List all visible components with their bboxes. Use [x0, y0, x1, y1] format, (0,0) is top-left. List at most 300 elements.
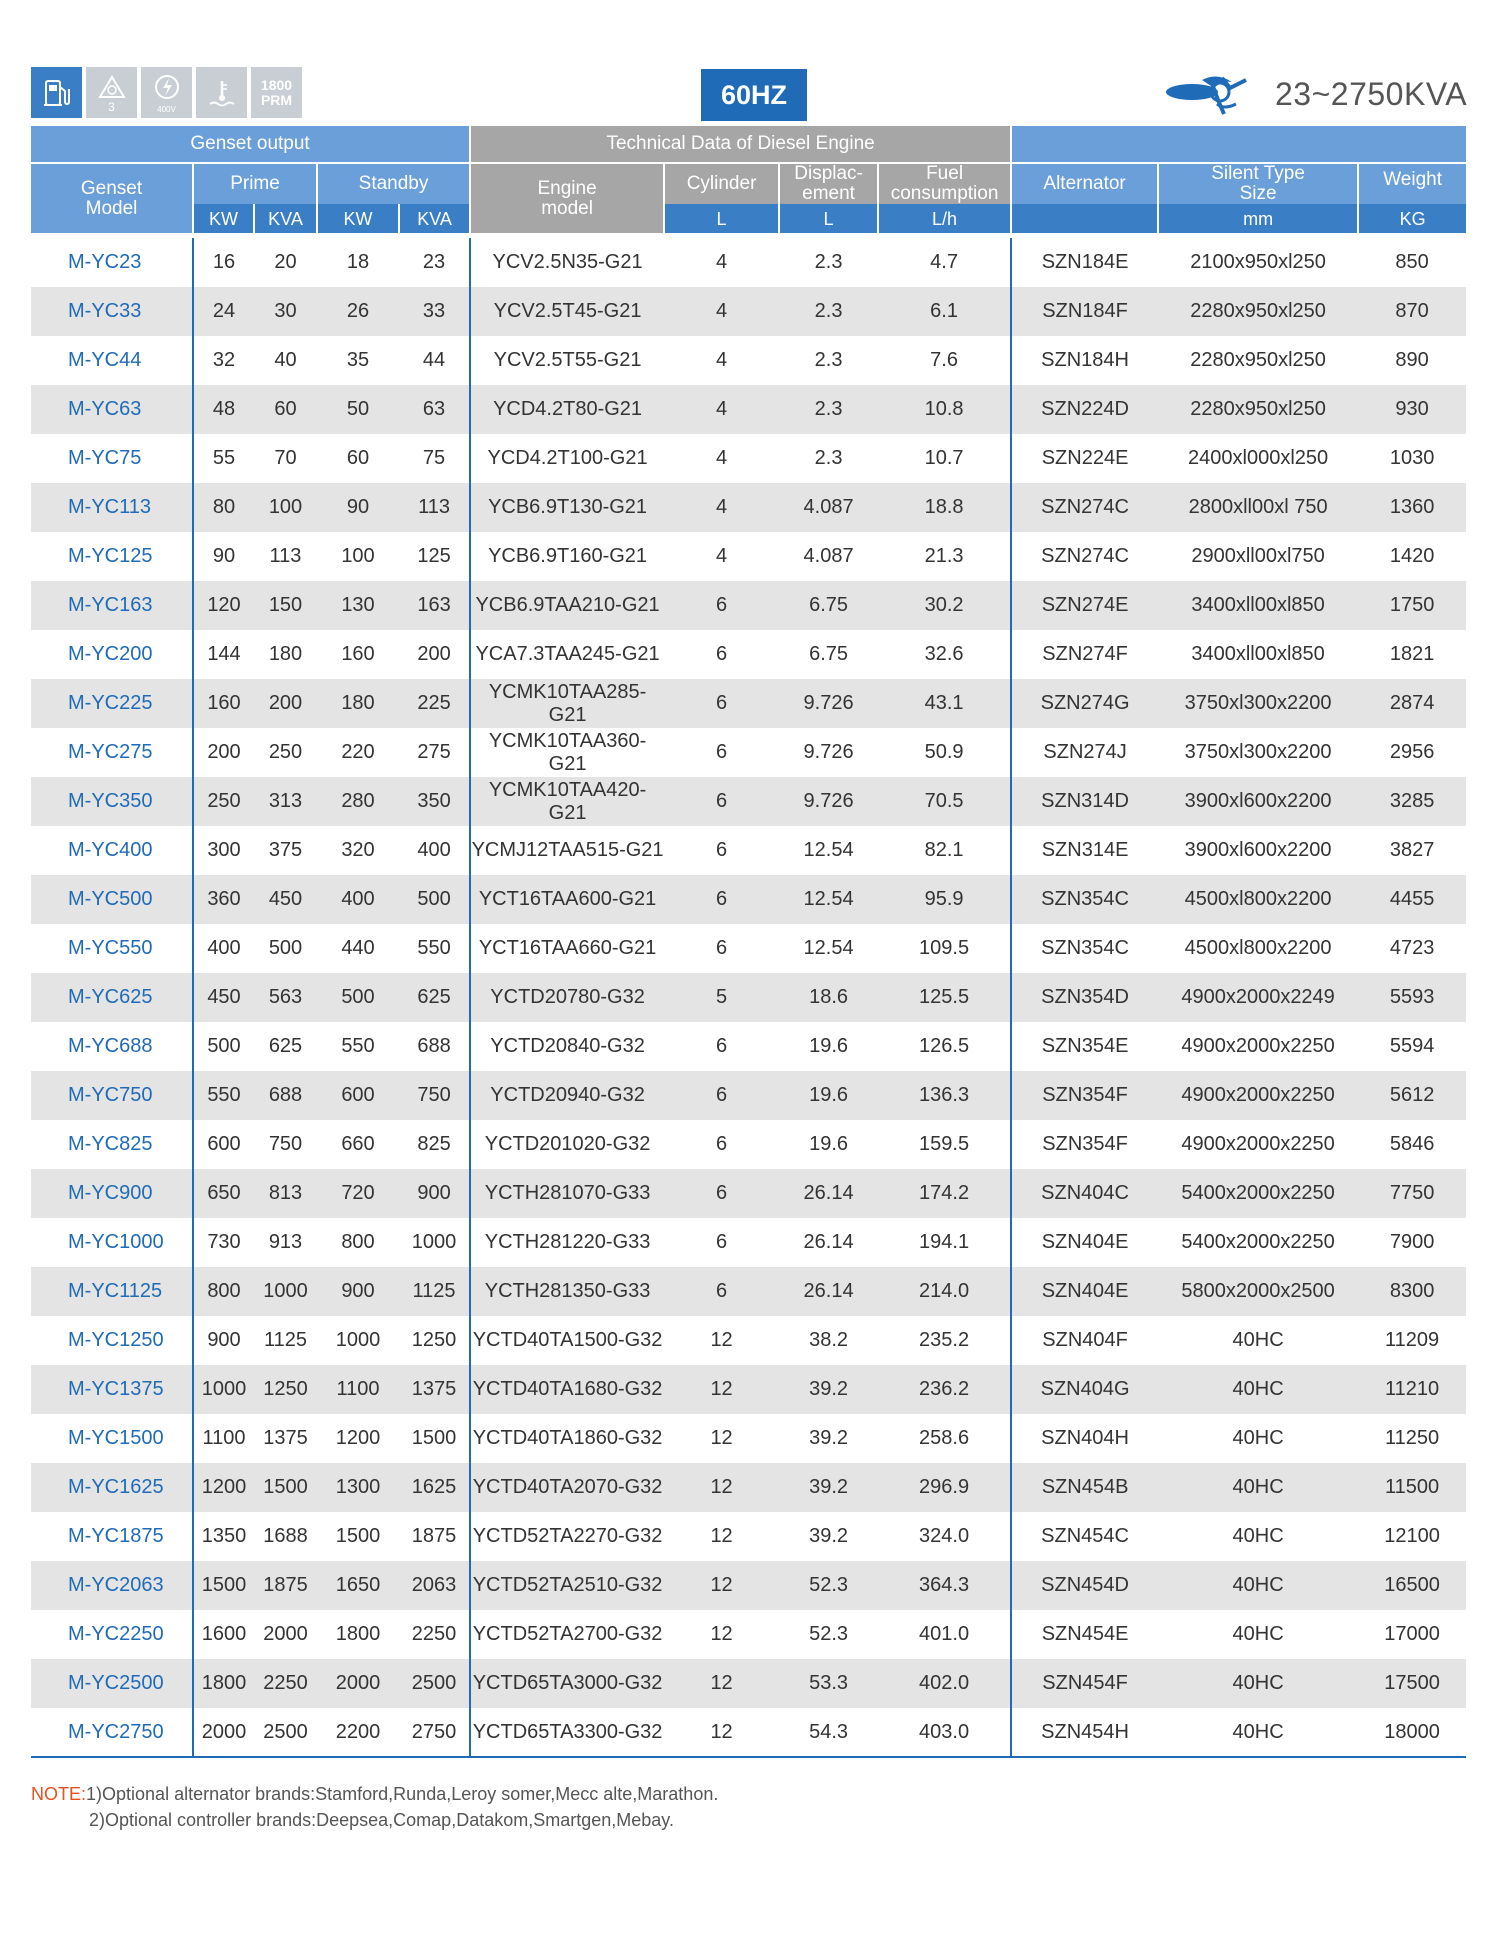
weight-cell: 890 — [1395, 349, 1429, 371]
prime-kva-cell: 250 — [268, 741, 303, 763]
alternator-cell: SZN404H — [1011, 1414, 1158, 1463]
prime-kw-cell: 1200 — [193, 1463, 254, 1512]
speed-value: 1800 PRM — [260, 76, 293, 108]
engine-model-cell: YCMK10TAA420-G21 — [470, 777, 664, 826]
silent-size-cell: 2280x950xl250 — [1158, 385, 1358, 434]
prime-kw-cell: 1600 — [193, 1610, 254, 1659]
speed-icon — [251, 67, 302, 118]
weight-cell: 5593 — [1358, 973, 1466, 1022]
engine-model-cell: YCTD20780-G32 — [470, 973, 664, 1022]
genset-model-cell: M-YC75 — [68, 447, 142, 469]
fuel-consumption-cell: 126.5 — [919, 1035, 970, 1057]
table-row — [31, 1365, 1466, 1414]
prime-kw-cell: 16 — [193, 238, 254, 287]
standby-kw-cell: 800 — [341, 1231, 375, 1253]
standby-kva-cell: 2250 — [411, 1623, 457, 1645]
alternator-cell: SZN354E — [1011, 1022, 1158, 1071]
alternator-unit — [1011, 204, 1158, 233]
standby-kw-cell: 1200 — [335, 1427, 381, 1449]
weight-cell: 11250 — [1385, 1427, 1440, 1449]
engine-model-cell: YCB6.9T160-G21 — [470, 532, 664, 581]
weight-cell: 850 — [1395, 251, 1429, 273]
prime-kw-cell: 55 — [193, 434, 254, 483]
standby-kva-cell: 225 — [399, 679, 470, 728]
standby-kw-cell: 400 — [317, 875, 399, 924]
fuel-unit: L/h — [878, 204, 1011, 233]
engine-model-cell: YCTD52TA2510-G32 — [470, 1561, 664, 1610]
fuel-consumption-cell: 10.8 — [878, 385, 1011, 434]
fuel-consumption-cell: 324.0 — [919, 1525, 970, 1547]
prime-kw-cell: 1350 — [193, 1512, 254, 1561]
prime-kw-cell: 32 — [193, 336, 254, 385]
alternator-cell: SZN314D — [1011, 777, 1158, 826]
fuel-consumption-cell: 125.5 — [878, 973, 1011, 1022]
silent-size-cell: 5800x2000x2500 — [1158, 1267, 1358, 1316]
fuel-consumption-cell: 32.6 — [924, 643, 964, 665]
weight-cell: 5594 — [1389, 1035, 1435, 1057]
prime-kw-cell: 360 — [193, 875, 254, 924]
displacement-cell: 9.726 — [803, 741, 854, 763]
prime-kva-cell: 1125 — [263, 1329, 307, 1351]
engine-model-cell: YCMJ12TAA515-G21 — [470, 826, 664, 875]
table-row — [31, 1022, 1466, 1071]
fuel-pump-icon — [31, 67, 82, 118]
weight-cell: 12100 — [1384, 1525, 1440, 1547]
standby-kva-cell: 113 — [399, 483, 470, 532]
displacement-cell: 52.3 — [779, 1561, 878, 1610]
alternator-cell: SZN454D — [1011, 1561, 1158, 1610]
fuel-consumption-cell: 109.5 — [919, 937, 970, 959]
table-row — [31, 385, 1466, 434]
standby-kva-cell: 1625 — [399, 1463, 470, 1512]
prime-kw-cell: 400 — [193, 924, 254, 973]
alternator-cell: SZN224D — [1011, 385, 1158, 434]
displacement-cell: 52.3 — [809, 1623, 849, 1645]
genset-model-cell: M-YC825 — [68, 1133, 153, 1155]
silent-size-cell: 3900xl600x2200 — [1158, 777, 1358, 826]
engine-model-cell: YCV2.5N35-G21 — [470, 238, 664, 287]
genset-model-cell: M-YC1500 — [68, 1427, 164, 1449]
prime-kw-cell: 144 — [193, 630, 254, 679]
displacement-cell: 2.3 — [814, 447, 843, 469]
displacement-cell: 26.14 — [779, 1267, 878, 1316]
weight-cell: 11210 — [1358, 1365, 1466, 1414]
engine-model-cell: YCTD65TA3000-G32 — [470, 1659, 664, 1708]
prime-kw-cell: 120 — [193, 581, 254, 630]
standby-kw-cell: 180 — [317, 679, 399, 728]
displacement-cell: 19.6 — [779, 1071, 878, 1120]
prime-kva-unit: KVA — [254, 204, 317, 233]
prime-kw-cell: 500 — [193, 1022, 254, 1071]
standby-kw-cell: 1000 — [335, 1329, 381, 1351]
prime-kva-cell: 180 — [268, 643, 303, 665]
standby-kva-cell: 825 — [417, 1133, 451, 1155]
table-body — [31, 238, 1466, 1757]
cylinder-unit: L — [664, 204, 779, 233]
standby-kva-cell: 1875 — [411, 1525, 457, 1547]
weight-cell: 870 — [1358, 287, 1466, 336]
displacement-cell: 26.14 — [779, 1169, 878, 1218]
displacement-cell: 39.2 — [809, 1427, 849, 1449]
standby-kva-cell: 33 — [399, 287, 470, 336]
prime-kva-cell: 500 — [268, 937, 303, 959]
genset-model-cell: M-YC688 — [68, 1035, 153, 1057]
standby-kw-cell: 660 — [341, 1133, 375, 1155]
silent-size-cell: 5400x2000x2250 — [1158, 1169, 1358, 1218]
standby-kva-cell: 63 — [399, 385, 470, 434]
engine-model-cell: YCTD40TA1500-G32 — [470, 1316, 664, 1365]
alternator-cell: SZN404C — [1011, 1169, 1158, 1218]
prime-kva-cell: 113 — [269, 545, 302, 567]
prime-kva-cell: 625 — [268, 1035, 303, 1057]
phase-icon — [86, 67, 137, 118]
fuel-consumption-cell: 364.3 — [878, 1561, 1011, 1610]
standby-kw-cell: 280 — [317, 777, 399, 826]
engine-model-header-label: Engine model — [537, 177, 597, 219]
standby-kva-cell: 275 — [417, 741, 451, 763]
displacement-cell: 39.2 — [809, 1525, 849, 1547]
cylinder-cell: 4 — [716, 349, 728, 371]
silent-size-cell: 3900xl600x2200 — [1184, 839, 1332, 861]
genset-model-cell: M-YC2250 — [68, 1623, 164, 1645]
standby-kw-cell: 220 — [341, 741, 375, 763]
genset-model-cell: M-YC625 — [31, 973, 193, 1022]
prime-kw-cell: 90 — [193, 532, 254, 581]
table-row — [31, 973, 1466, 1022]
table-row — [31, 679, 1466, 728]
engine-model-cell: YCV2.5T45-G21 — [470, 287, 664, 336]
silent-size-cell: 40HC — [1158, 1561, 1358, 1610]
engine-model-cell: YCB6.9T130-G21 — [470, 483, 664, 532]
standby-kw-cell: 900 — [317, 1267, 399, 1316]
alternator-cell: SZN454H — [1011, 1708, 1158, 1757]
alternator-cell: SZN184F — [1011, 287, 1158, 336]
cylinder-cell: 4 — [664, 385, 779, 434]
prime-kva-cell: 1250 — [254, 1365, 317, 1414]
silent-size-cell: 2800xll00xl 750 — [1158, 483, 1358, 532]
alternator-cell: SZN404E — [1011, 1218, 1158, 1267]
standby-kw-cell: 1100 — [317, 1365, 399, 1414]
engine-model-cell: YCTD52TA2700-G32 — [470, 1610, 664, 1659]
alternator-cell: SZN274E — [1011, 581, 1158, 630]
prime-kw-cell: 1500 — [193, 1561, 254, 1610]
silent-size-cell: 40HC — [1232, 1427, 1284, 1449]
prime-kva-cell: 100 — [254, 483, 317, 532]
weight-cell: 17000 — [1384, 1623, 1440, 1645]
engine-model-cell: YCMK10TAA285-G21 — [470, 679, 664, 728]
standby-kva-cell: 163 — [399, 581, 470, 630]
alternator-cell: SZN454C — [1011, 1512, 1158, 1561]
silent-size-cell: 3750xl300x2200 — [1184, 741, 1332, 763]
standby-kw-cell: 500 — [317, 973, 399, 1022]
weight-cell: 4723 — [1389, 937, 1435, 959]
weight-cell: 17500 — [1358, 1659, 1466, 1708]
silent-size-cell: 3400xll00xl850 — [1158, 581, 1358, 630]
standby-kva-cell: 350 — [399, 777, 470, 826]
displacement-cell: 12.54 — [803, 839, 854, 861]
genset-model-cell: M-YC1000 — [68, 1231, 164, 1253]
genset-model-cell: M-YC23 — [68, 251, 142, 273]
genset-model-cell: M-YC1125 — [31, 1267, 193, 1316]
weight-unit: KG — [1358, 204, 1466, 233]
weight-header: Weight — [1358, 163, 1466, 204]
prime-kva-cell: 30 — [254, 287, 317, 336]
phase-count: 3 — [108, 100, 115, 114]
genset-model-cell: M-YC44 — [68, 349, 142, 371]
cylinder-cell: 5 — [664, 973, 779, 1022]
silent-size-cell: 40HC — [1158, 1708, 1358, 1757]
standby-kva-cell: 125 — [417, 545, 451, 567]
alternator-group-header — [1011, 126, 1466, 163]
note-line-2: 2)Optional controller brands:Deepsea,Comap,Datakom,Smartgen,Mebay. — [89, 1810, 674, 1830]
genset-model-header-label: Genset Model — [80, 177, 143, 219]
cylinder-cell: 12 — [710, 1623, 733, 1645]
notes — [31, 1781, 718, 1833]
prime-kw-cell: 160 — [193, 679, 254, 728]
fuel-consumption-cell: 6.1 — [878, 287, 1011, 336]
genset-model-cell: M-YC2063 — [31, 1561, 193, 1610]
cylinder-cell: 6 — [716, 1133, 728, 1155]
engine-model-cell: YCTD52TA2270-G32 — [470, 1512, 664, 1561]
standby-kva-cell: 2500 — [399, 1659, 470, 1708]
table-row — [31, 483, 1466, 532]
displacement-cell: 4.087 — [779, 483, 878, 532]
displacement-cell: 9.726 — [779, 679, 878, 728]
weight-cell: 1360 — [1358, 483, 1466, 532]
prime-kva-cell: 20 — [274, 251, 297, 273]
displacement-cell: 2.3 — [814, 251, 843, 273]
prime-kw-cell: 300 — [193, 826, 254, 875]
weight-cell: 2956 — [1389, 741, 1435, 763]
cylinder-cell: 12 — [664, 1561, 779, 1610]
table-row — [31, 1463, 1466, 1512]
prime-kw-cell: 600 — [193, 1120, 254, 1169]
prime-kva-cell: 450 — [254, 875, 317, 924]
table-row — [31, 1316, 1466, 1365]
standby-kw-cell: 26 — [317, 287, 399, 336]
table-row — [31, 1120, 1466, 1169]
genset-model-cell: M-YC200 — [68, 643, 153, 665]
engine-model-cell: YCTD20940-G32 — [470, 1071, 664, 1120]
displacement-cell: 53.3 — [779, 1659, 878, 1708]
displacement-cell: 12.54 — [779, 875, 878, 924]
weight-cell: 18000 — [1358, 1708, 1466, 1757]
prime-kva-cell: 2500 — [254, 1708, 317, 1757]
power-range: 23~2750KVA — [1275, 76, 1468, 112]
weight-cell: 3827 — [1389, 839, 1435, 861]
alternator-cell: SZN454B — [1011, 1463, 1158, 1512]
standby-kw-cell: 550 — [341, 1035, 375, 1057]
displacement-cell: 38.2 — [809, 1329, 849, 1351]
genset-model-cell: M-YC2500 — [31, 1659, 193, 1708]
fuel-consumption-cell: 7.6 — [930, 349, 958, 371]
alternator-cell: SZN274F — [1011, 630, 1158, 679]
alternator-cell: SZN184E — [1011, 238, 1158, 287]
standby-kva-cell: 1250 — [411, 1329, 457, 1351]
silent-size-unit: mm — [1158, 204, 1358, 233]
silent-size-cell: 40HC — [1158, 1463, 1358, 1512]
silent-type-size-header-label: Silent Type Size — [1211, 163, 1305, 204]
weight-cell: 5612 — [1358, 1071, 1466, 1120]
prime-kva-cell: 313 — [254, 777, 317, 826]
prime-kw-unit: KW — [193, 204, 254, 233]
weight-cell: 1420 — [1389, 545, 1435, 567]
fuel-consumption-cell: 194.1 — [919, 1231, 970, 1253]
standby-kw-cell: 1650 — [317, 1561, 399, 1610]
engine-model-cell: YCTD40TA2070-G32 — [470, 1463, 664, 1512]
silent-size-cell: 4500xl800x2200 — [1184, 937, 1332, 959]
standby-kva-cell: 625 — [399, 973, 470, 1022]
alternator-cell: SZN224E — [1011, 434, 1158, 483]
prime-header: Prime — [193, 163, 317, 204]
prime-kw-cell: 730 — [193, 1218, 254, 1267]
prime-kva-cell: 200 — [254, 679, 317, 728]
standby-kw-cell: 160 — [341, 643, 375, 665]
standby-kw-unit: KW — [317, 204, 399, 233]
cylinder-cell: 6 — [664, 1267, 779, 1316]
voltage-value: 400V — [157, 105, 176, 114]
prime-kw-cell: 1800 — [193, 1659, 254, 1708]
fuel-consumption-cell: 401.0 — [919, 1623, 970, 1645]
fuel-consumption-cell: 403.0 — [878, 1708, 1011, 1757]
displacement-cell: 2.3 — [779, 385, 878, 434]
alternator-cell: SZN274C — [1011, 483, 1158, 532]
alternator-cell: SZN274J — [1011, 728, 1158, 777]
prime-kva-cell: 150 — [254, 581, 317, 630]
engine-model-cell: YCTH281350-G33 — [470, 1267, 664, 1316]
prime-kva-cell: 1375 — [263, 1427, 308, 1449]
standby-kva-cell: 688 — [417, 1035, 451, 1057]
weight-cell: 7750 — [1358, 1169, 1466, 1218]
prime-kw-cell: 650 — [193, 1169, 254, 1218]
engine-model-cell: YCD4.2T80-G21 — [470, 385, 664, 434]
standby-kw-cell: 18 — [346, 251, 370, 273]
standby-kva-cell: 75 — [422, 447, 446, 469]
table-row — [31, 1267, 1466, 1316]
prime-kw-cell: 800 — [193, 1267, 254, 1316]
note-label: NOTE: — [31, 1784, 87, 1804]
cylinder-cell: 6 — [716, 1231, 728, 1253]
fuel-consumption-cell: 82.1 — [924, 839, 964, 861]
cylinder-cell: 12 — [664, 1463, 779, 1512]
standby-kva-cell: 750 — [399, 1071, 470, 1120]
table-row — [31, 924, 1466, 973]
table-row — [31, 1169, 1466, 1218]
displacement-cell: 19.6 — [809, 1133, 849, 1155]
standby-kw-cell: 1800 — [335, 1623, 381, 1645]
prime-kva-cell: 813 — [254, 1169, 317, 1218]
silent-size-cell: 2900xll00xl750 — [1191, 545, 1325, 567]
fuel-consumption-cell: 30.2 — [878, 581, 1011, 630]
cylinder-cell: 4 — [716, 447, 728, 469]
displacement-cell: 26.14 — [803, 1231, 854, 1253]
standby-kw-cell: 35 — [346, 349, 370, 371]
prime-kva-cell: 1875 — [254, 1561, 317, 1610]
fuel-consumption-cell: 296.9 — [878, 1463, 1011, 1512]
engine-model-cell: YCTH281220-G33 — [470, 1218, 664, 1267]
genset-model-cell: M-YC2750 — [31, 1708, 193, 1757]
note-line-1 — [31, 1781, 718, 1807]
weight-cell: 1750 — [1358, 581, 1466, 630]
alternator-cell: SZN184H — [1011, 336, 1158, 385]
standby-kva-cell: 900 — [399, 1169, 470, 1218]
silent-size-cell: 4900x2000x2249 — [1158, 973, 1358, 1022]
weight-cell: 11500 — [1358, 1463, 1466, 1512]
displacement-cell: 4.087 — [803, 545, 854, 567]
alternator-header: Alternator — [1011, 163, 1158, 204]
cylinder-cell: 12 — [710, 1329, 733, 1351]
fuel-consumption-cell: 136.3 — [878, 1071, 1011, 1120]
engine-model-cell: YCTD65TA3300-G32 — [470, 1708, 664, 1757]
fuel-consumption-cell: 159.5 — [919, 1133, 970, 1155]
table-row — [31, 1414, 1466, 1463]
fuel-consumption-cell: 18.8 — [878, 483, 1011, 532]
standby-kva-cell: 400 — [417, 839, 451, 861]
voltage-icon — [141, 67, 192, 118]
alternator-cell: SZN454F — [1011, 1659, 1158, 1708]
fuel-consumption-cell: 50.9 — [924, 741, 964, 763]
standby-kw-cell: 2200 — [317, 1708, 399, 1757]
genset-model-cell: M-YC275 — [68, 741, 153, 763]
genset-model-cell: M-YC750 — [31, 1071, 193, 1120]
standby-header: Standby — [317, 163, 470, 204]
silent-type-size-header — [1158, 163, 1358, 204]
prime-kva-cell: 750 — [268, 1133, 303, 1155]
displacement-cell: 12.54 — [803, 937, 854, 959]
table-row — [31, 238, 1466, 287]
standby-kw-cell: 600 — [317, 1071, 399, 1120]
genset-model-cell: M-YC163 — [31, 581, 193, 630]
engine-model-cell: YCT16TAA660-G21 — [470, 924, 664, 973]
standby-kw-cell: 2000 — [317, 1659, 399, 1708]
silent-size-cell: 4900x2000x2250 — [1181, 1035, 1335, 1057]
genset-model-cell: M-YC1625 — [31, 1463, 193, 1512]
alternator-cell: SZN354D — [1011, 973, 1158, 1022]
prime-kva-cell: 688 — [254, 1071, 317, 1120]
engine-model-cell: YCT16TAA600-G21 — [470, 875, 664, 924]
prime-kva-cell: 913 — [268, 1231, 303, 1253]
cylinder-cell: 4 — [716, 251, 728, 273]
displacement-unit: L — [779, 204, 878, 233]
alternator-cell: SZN354C — [1011, 875, 1158, 924]
fuel-consumption-header — [878, 163, 1011, 204]
standby-kva-cell: 1375 — [399, 1365, 470, 1414]
prime-kw-cell: 450 — [193, 973, 254, 1022]
standby-kva-cell: 1000 — [411, 1231, 457, 1253]
silent-size-cell: 2100x950xl250 — [1190, 251, 1326, 273]
genset-model-cell: M-YC125 — [68, 545, 153, 567]
alternator-cell: SZN404G — [1011, 1365, 1158, 1414]
silent-size-cell: 5400x2000x2250 — [1181, 1231, 1335, 1253]
cylinder-cell: 6 — [664, 875, 779, 924]
cylinder-cell: 6 — [716, 741, 728, 763]
standby-kw-cell: 440 — [341, 937, 375, 959]
standby-kva-cell: 1500 — [411, 1427, 457, 1449]
table-row — [31, 287, 1466, 336]
silent-size-cell: 3400xll00xl850 — [1191, 643, 1325, 665]
silent-size-cell: 40HC — [1232, 1329, 1284, 1351]
standby-kva-cell: 1125 — [399, 1267, 470, 1316]
cylinder-cell: 6 — [716, 937, 728, 959]
fuel-consumption-cell: 258.6 — [919, 1427, 970, 1449]
standby-kw-cell: 720 — [317, 1169, 399, 1218]
table-row — [31, 1512, 1466, 1561]
genset-model-cell: M-YC1875 — [68, 1525, 164, 1547]
prime-kva-cell: 40 — [274, 349, 297, 371]
weight-cell: 11209 — [1385, 1329, 1440, 1351]
standby-kva-cell: 44 — [422, 349, 446, 371]
silent-size-cell: 4500xl800x2200 — [1158, 875, 1358, 924]
